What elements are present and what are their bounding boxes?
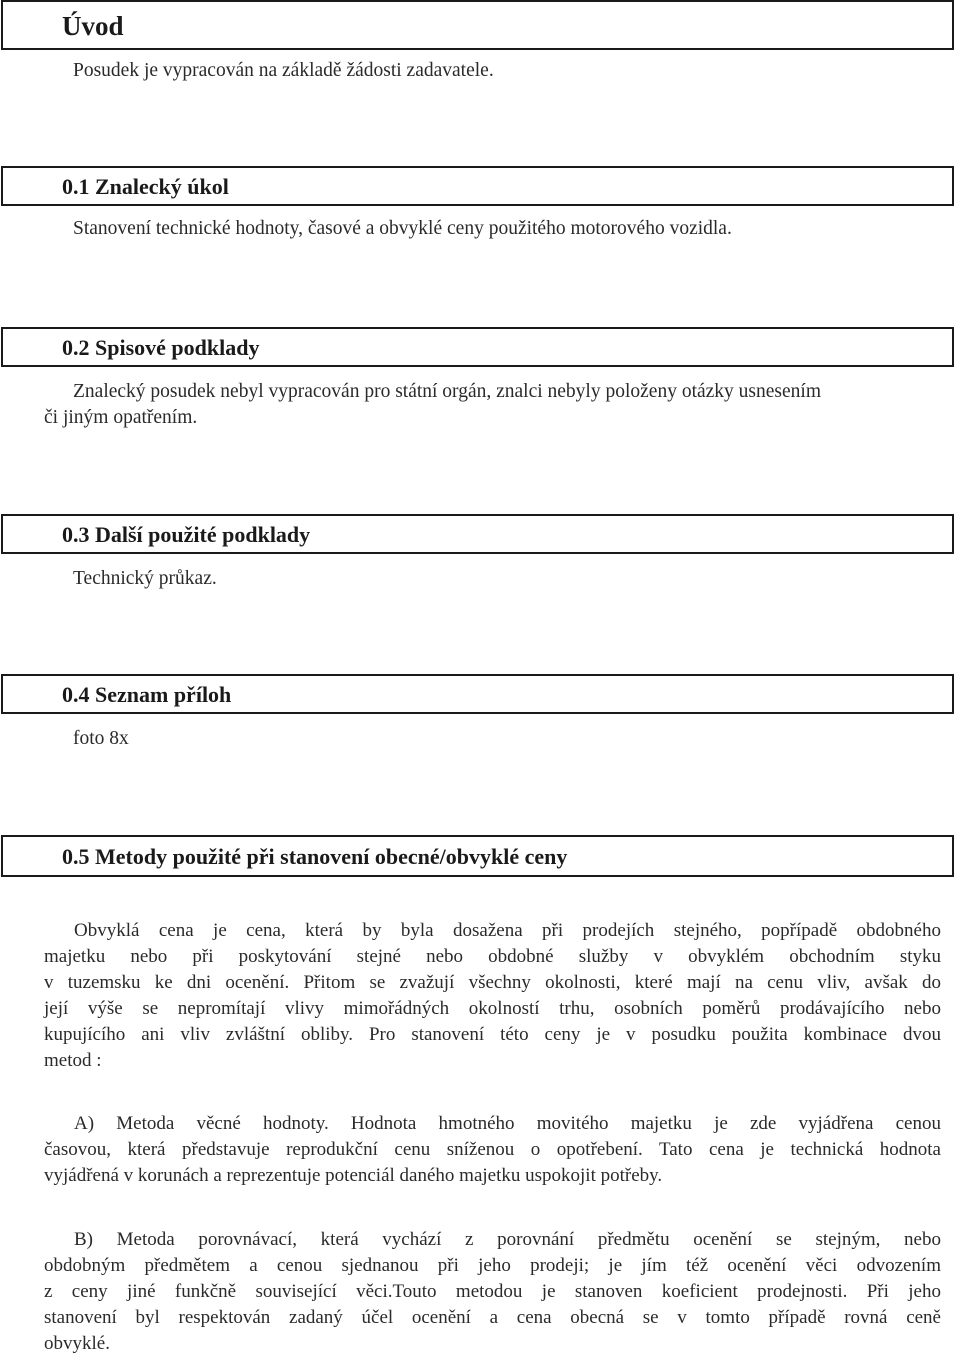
paragraph-line: vyjádřená v korunách a reprezentuje potenciál daného majetku uspokojit potřeby. bbox=[44, 1165, 663, 1186]
paragraph-line: stanovení byl respektován zadaný účel ocenění a cena obecná se v tomto případě rovná ceně bbox=[44, 1307, 941, 1328]
section-title-0-4: 0.4 Seznam příloh bbox=[62, 682, 232, 707]
paragraph-line: obdobným předmětem a cenou sjednanou při jeho prodeji; je jím též ocenění věci odvozením bbox=[44, 1255, 941, 1276]
section-title-0-5: 0.5 Metody použité při stanovení obecné/obvyklé ceny bbox=[62, 844, 568, 869]
paragraph-line: majetku nebo při poskytování stejné nebo obdobné služby v obvyklém obchodním styku bbox=[44, 946, 941, 967]
section-box-intro bbox=[1, 0, 954, 50]
intro-title: Úvod bbox=[62, 11, 124, 41]
paragraph-line: A) Metoda věcné hodnoty. Hodnota hmotného movitého majetku je zde vyjádřena cenou bbox=[74, 1113, 941, 1134]
paragraph-line: Obvyklá cena je cena, která by byla dosažena při prodejích stejného, popřípadě obdobného bbox=[74, 920, 941, 941]
paragraph-line: obvyklé. bbox=[44, 1333, 110, 1354]
section-text-0-2-line2: či jiným opatřením. bbox=[44, 407, 198, 428]
paragraph-line: metod : bbox=[44, 1050, 102, 1071]
section-text-0-4: foto 8x bbox=[73, 728, 129, 749]
paragraph-line: časovou, která představuje reprodukční cenu sníženou o opotřebení. Tato cena je technická hodnota bbox=[44, 1139, 941, 1160]
section-title-0-2: 0.2 Spisové podklady bbox=[62, 335, 260, 360]
section-title-0-1: 0.1 Znalecký úkol bbox=[62, 174, 229, 199]
paragraph-line: její výše se nepromítají vlivy mimořádných okolností trhu, osobních poměrů prodávajícího nebo bbox=[44, 998, 941, 1019]
intro-text: Posudek je vypracován na základě žádosti zadavatele. bbox=[73, 60, 494, 81]
paragraph-metoda-b bbox=[44, 1227, 941, 1357]
paragraph-line: kupujícího ani vliv zvláštní obliby. Pro stanovení této ceny je v posudku použita kombinace dvou bbox=[44, 1024, 941, 1045]
section-text-0-1: Stanovení technické hodnoty, časové a obvyklé ceny použitého motorového vozidla. bbox=[73, 218, 732, 239]
section-title-0-3: 0.3 Další použité podklady bbox=[62, 522, 311, 547]
paragraph-metoda-a bbox=[44, 1111, 941, 1189]
paragraph-line: B) Metoda porovnávací, která vychází z porovnání předmětu ocenění se stejným, nebo bbox=[74, 1229, 941, 1250]
section-text-0-2-line1: Znalecký posudek nebyl vypracován pro státní orgán, znalci nebyly položeny otázky usnesením bbox=[73, 381, 822, 402]
paragraph-obvykla-cena bbox=[44, 918, 941, 1074]
paragraph-line: v tuzemsku ke dni ocenění. Přitom se zvažují všechny okolnosti, které mají na cenu vliv, avšak do bbox=[44, 972, 941, 993]
paragraph-line: z ceny jiné funkčně související věci.Touto metodou je stanoven koeficient prodejnosti. Při jeho bbox=[44, 1281, 941, 1302]
section-text-0-3: Technický průkaz. bbox=[73, 568, 217, 589]
